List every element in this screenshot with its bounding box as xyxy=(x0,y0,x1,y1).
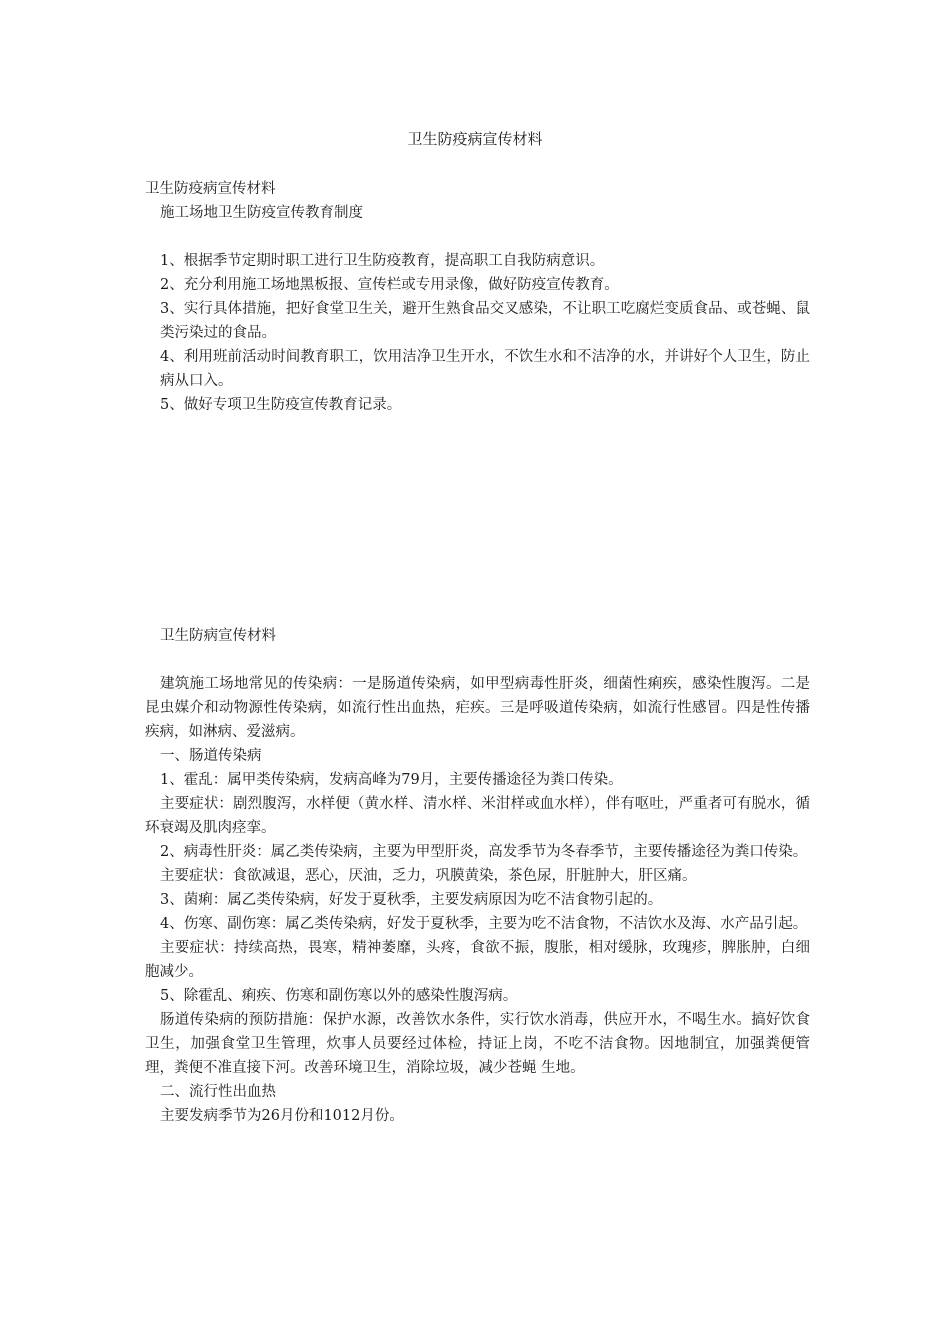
season-paragraph: 主要发病季节为26月份和1012月份。 xyxy=(160,1108,404,1124)
section-disease-prevention xyxy=(145,624,810,1128)
disease-item: 2、病毒性肝炎：属乙类传染病，主要为甲型肝炎，高发季节为冬春季节，主要传播途径为粪口传染。 xyxy=(160,844,808,860)
section-title: 二、流行性出血热 xyxy=(160,1084,276,1100)
rule-item: 5、做好专项卫生防疫宣传教育记录。 xyxy=(160,397,402,413)
rule-item: 3、实行具体措施，把好食堂卫生关，避开生熟食品交叉感染，不让职工吃腐烂变质食品、或苍蝇、鼠类污染过的食品。 xyxy=(160,301,810,341)
rule-item: 1、根据季节定期时职工进行卫生防疫教育，提高职工自我防病意识。 xyxy=(160,253,605,269)
document-title: 卫生防疫病宣传材料 xyxy=(407,130,543,148)
symptoms-paragraph: 主要症状：食欲减退，恶心，厌油，乏力，巩膜黄染，茶色尿，肝脏肿大，肝区痛。 xyxy=(160,868,697,884)
section-heading: 卫生防病宣传材料 xyxy=(160,628,276,644)
disease-item: 4、伤寒、副伤寒：属乙类传染病，好发于夏秋季，主要为吃不洁食物，不洁饮水及海、水产品引起。 xyxy=(160,916,808,932)
symptoms-paragraph: 主要症状：持续高热，畏寒，精神萎靡，头疼，食欲不振，腹胀，相对缓脉，玫瑰疹，脾胀肿，白细胞减少。 xyxy=(145,940,810,980)
section-subheading: 施工场地卫生防疫宣传教育制度 xyxy=(160,205,363,221)
prevention-paragraph: 肠道传染病的预防措施：保护水源，改善饮水条件，实行饮水消毒，供应开水，不喝生水。搞好饮食卫生，加强食堂卫生管理，炊事人员要经过体检，持证上岗，不吃不洁食物。因地制宜，加强粪便管理，粪便不准直接下河。改善环境卫生，消除垃圾，减少苍蝇 生地。 xyxy=(145,1012,810,1076)
section-heading: 卫生防疫病宣传材料 xyxy=(145,181,276,197)
spacer xyxy=(145,648,810,672)
intro-paragraph: 建筑施工场地常见的传染病：一是肠道传染病，如甲型病毒性肝炎，细菌性痢疾，感染性腹泻。二是昆虫媒介和动物源性传染病，如流行性出血热，疟疾。三是呼吸道传染病，如流行性感冒。四是性传播疾病，如淋病、爱滋病。 xyxy=(145,676,810,740)
section-title: 一、肠道传染病 xyxy=(160,748,262,764)
section-disinfection-system xyxy=(145,177,810,417)
spacer xyxy=(145,225,810,249)
rule-item: 4、利用班前活动时间教育职工，饮用洁净卫生开水，不饮生水和不洁净的水，并讲好个人卫生，防止病从口入。 xyxy=(160,349,810,389)
symptoms-paragraph: 主要症状：剧烈腹泻，水样便（黄水样、清水样、米泔样或血水样），伴有呕吐，严重者可有脱水，循环衰竭及肌肉痉挛。 xyxy=(145,796,810,836)
disease-item: 3、菌痢：属乙类传染病，好发于夏秋季，主要发病原因为吃不洁食物引起的。 xyxy=(160,892,663,908)
rule-item: 2、充分利用施工场地黑板报、宣传栏或专用录像，做好防疫宣传教育。 xyxy=(160,277,619,293)
disease-item: 1、霍乱：属甲类传染病，发病高峰为79月，主要传播途径为粪口传染。 xyxy=(160,772,623,788)
disease-item: 5、除霍乱、痢疾、伤寒和副伤寒以外的感染性腹泻病。 xyxy=(160,988,518,1004)
